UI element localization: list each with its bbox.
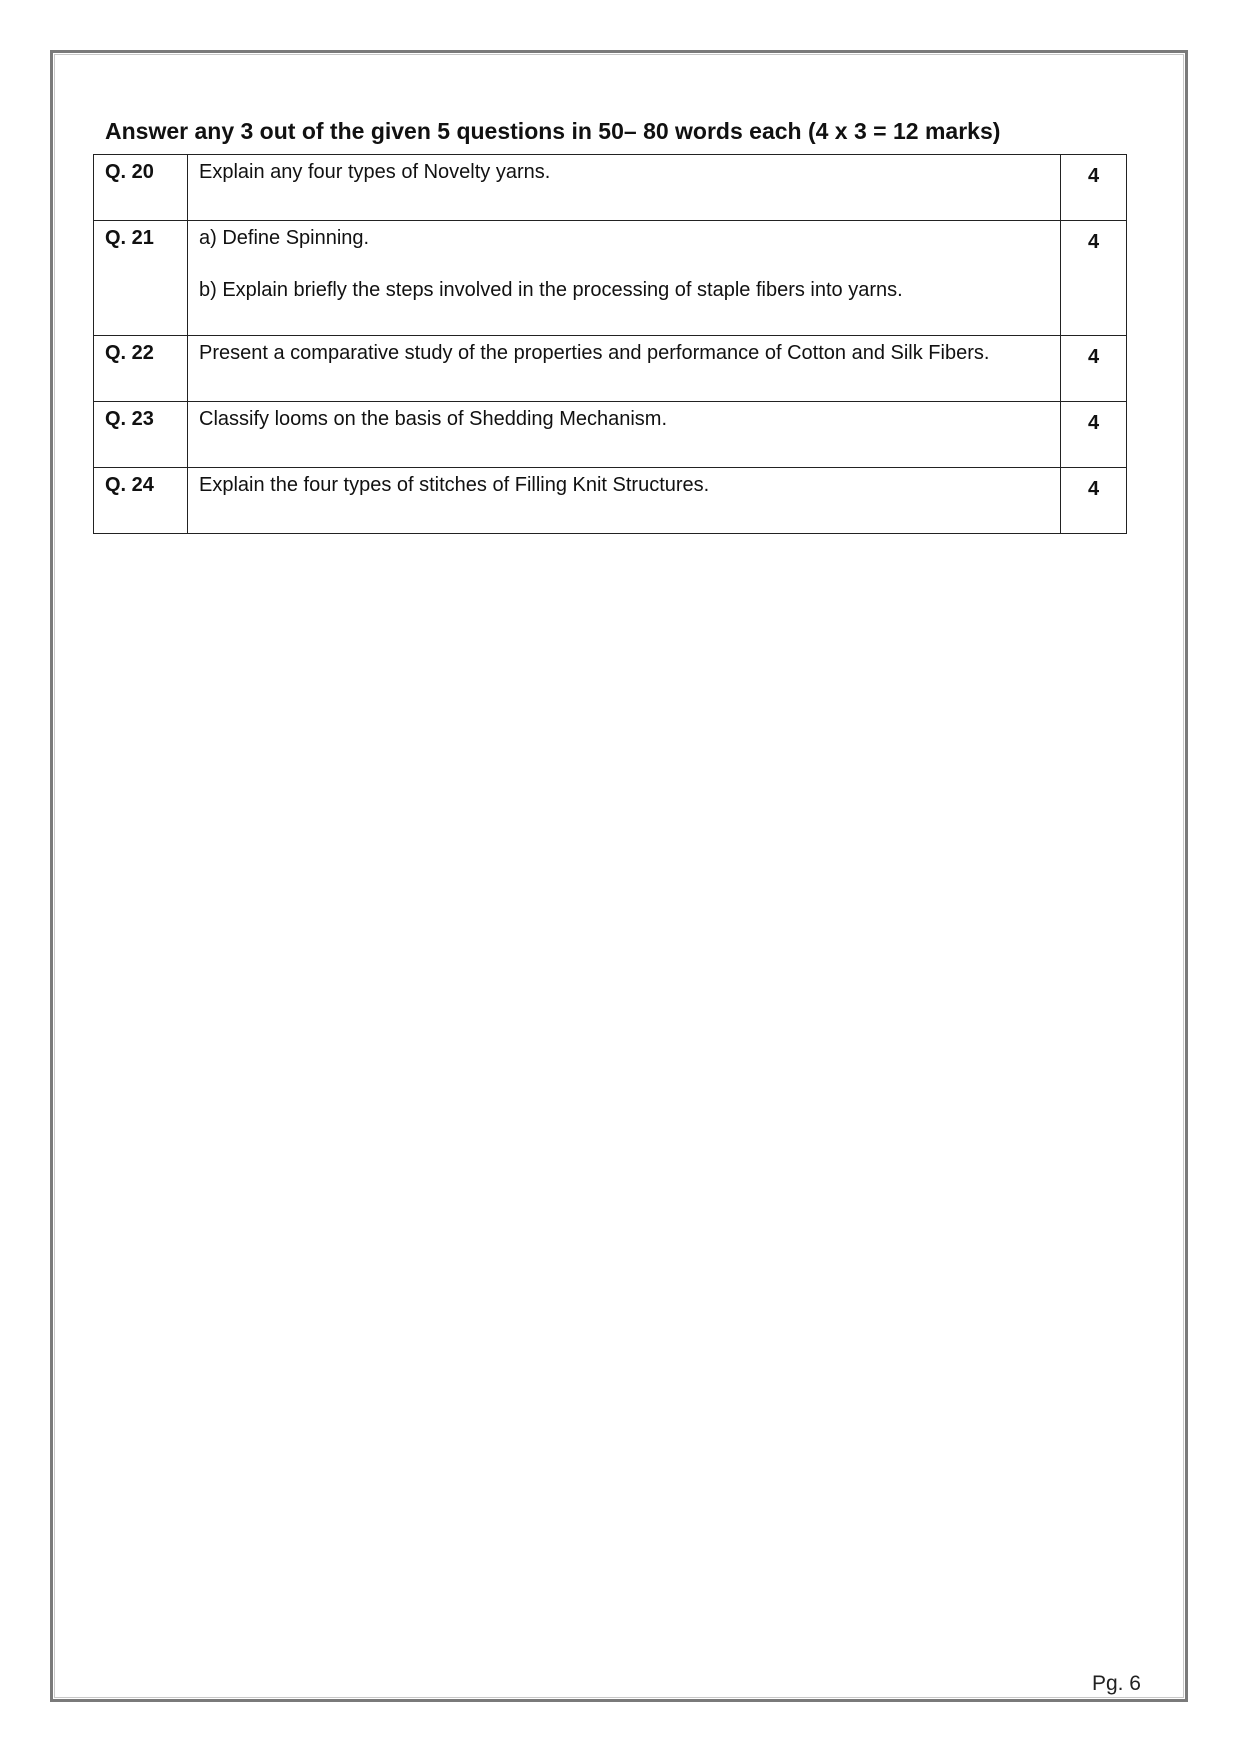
- question-row-24: [94, 468, 1127, 534]
- question-text: Classify looms on the basis of Shedding Mechanism.: [188, 402, 1061, 468]
- question-text: Present a comparative study of the properties and performance of Cotton and Silk Fibers.: [188, 336, 1061, 402]
- question-marks: 4: [1061, 402, 1127, 468]
- question-row-22: [94, 336, 1127, 402]
- question-text: [188, 221, 1061, 336]
- page-number: Pg. 6: [1091, 1672, 1141, 1695]
- question-text: Explain the four types of stitches of Filling Knit Structures.: [188, 468, 1061, 534]
- question-row-21: [94, 221, 1127, 336]
- question-marks: 4: [1061, 221, 1127, 336]
- question-number: Q. 21: [94, 221, 188, 336]
- question-row-23: [94, 402, 1127, 468]
- question-marks: 4: [1061, 336, 1127, 402]
- question-number: Q. 22: [94, 336, 188, 402]
- question-marks: 4: [1061, 468, 1127, 534]
- question-row-20: [94, 155, 1127, 221]
- section-heading: Answer any 3 out of the given 5 questions in 50– 80 words each (4 x 3 = 12 marks): [105, 118, 1001, 144]
- question-part-a: a) Define Spinning.: [199, 227, 370, 249]
- question-number: Q. 23: [94, 402, 188, 468]
- question-number: Q. 20: [94, 155, 188, 221]
- questions-table: [93, 154, 1127, 534]
- question-marks: 4: [1061, 155, 1127, 221]
- question-part-b: b) Explain briefly the steps involved in the processing of staple fibers into yarns.: [199, 279, 903, 301]
- question-text: Explain any four types of Novelty yarns.: [188, 155, 1061, 221]
- question-number: Q. 24: [94, 468, 188, 534]
